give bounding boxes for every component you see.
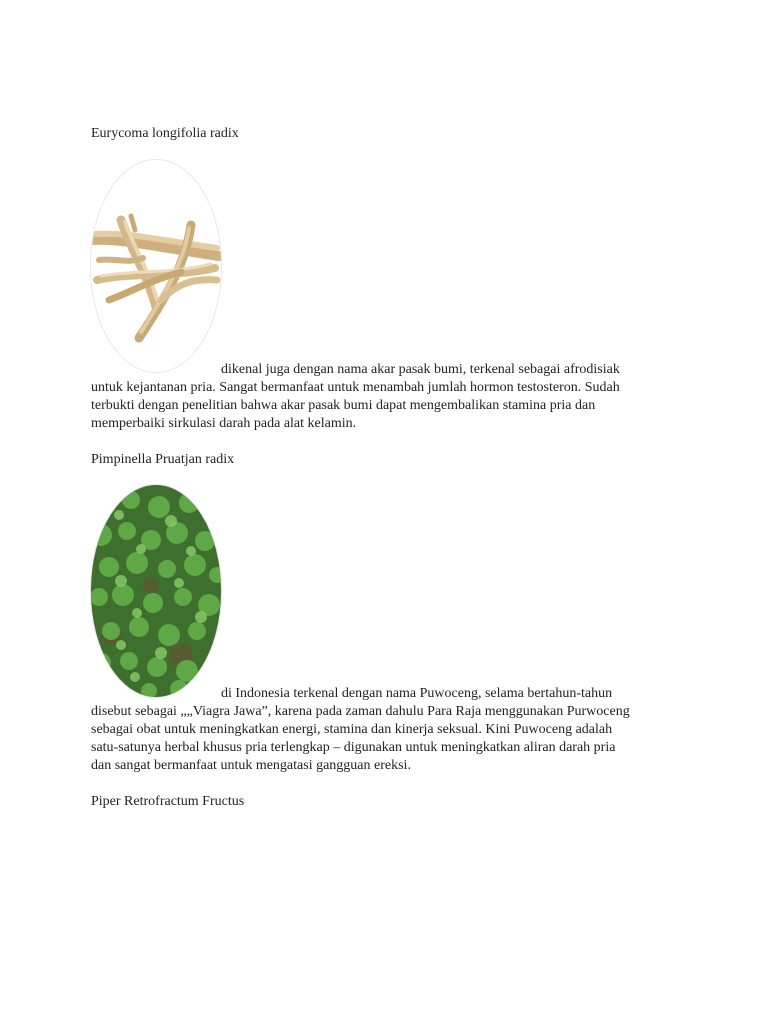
text-line: di Indonesia terkenal dengan nama Puwoceng, selama bertahun-tahun <box>221 686 613 701</box>
root-photo <box>91 160 221 372</box>
section-description-pimpinella <box>91 685 691 775</box>
section-title-piper: Piper Retrofractum Fructus <box>91 794 245 809</box>
text-line: dikenal juga dengan nama akar pasak bumi, terkenal sebagai afrodisiak <box>221 362 620 377</box>
text-line: dan sangat bermanfaat untuk mengatasi gangguan ereksi. <box>91 758 411 773</box>
leaf-photo <box>91 485 221 697</box>
section-title-eurycoma: Eurycoma longifolia radix <box>91 126 239 141</box>
text-line: untuk kejantanan pria. Sangat bermanfaat untuk menambah jumlah hormon testosteron. Sudah <box>91 380 620 395</box>
text-line: terbukti dengan penelitian bahwa akar pasak bumi dapat mengembalikan stamina pria dan <box>91 398 596 413</box>
text-line: sebagai obat untuk meningkatkan energi, stamina dan kinerja seksual. Kini Puwoceng adalah <box>91 722 613 737</box>
text-line: satu-satunya herbal khusus pria terlengkap – digunakan untuk meningkatkan aliran darah pria <box>91 740 616 755</box>
text-line: disebut sebagai „„Viagra Jawa”, karena pada zaman dahulu Para Raja menggunakan Purwoceng <box>91 704 630 719</box>
section-title-pimpinella: Pimpinella Pruatjan radix <box>91 452 235 467</box>
section-description-eurycoma <box>91 361 691 433</box>
text-line: memperbaiki sirkulasi darah pada alat kelamin. <box>91 416 357 431</box>
